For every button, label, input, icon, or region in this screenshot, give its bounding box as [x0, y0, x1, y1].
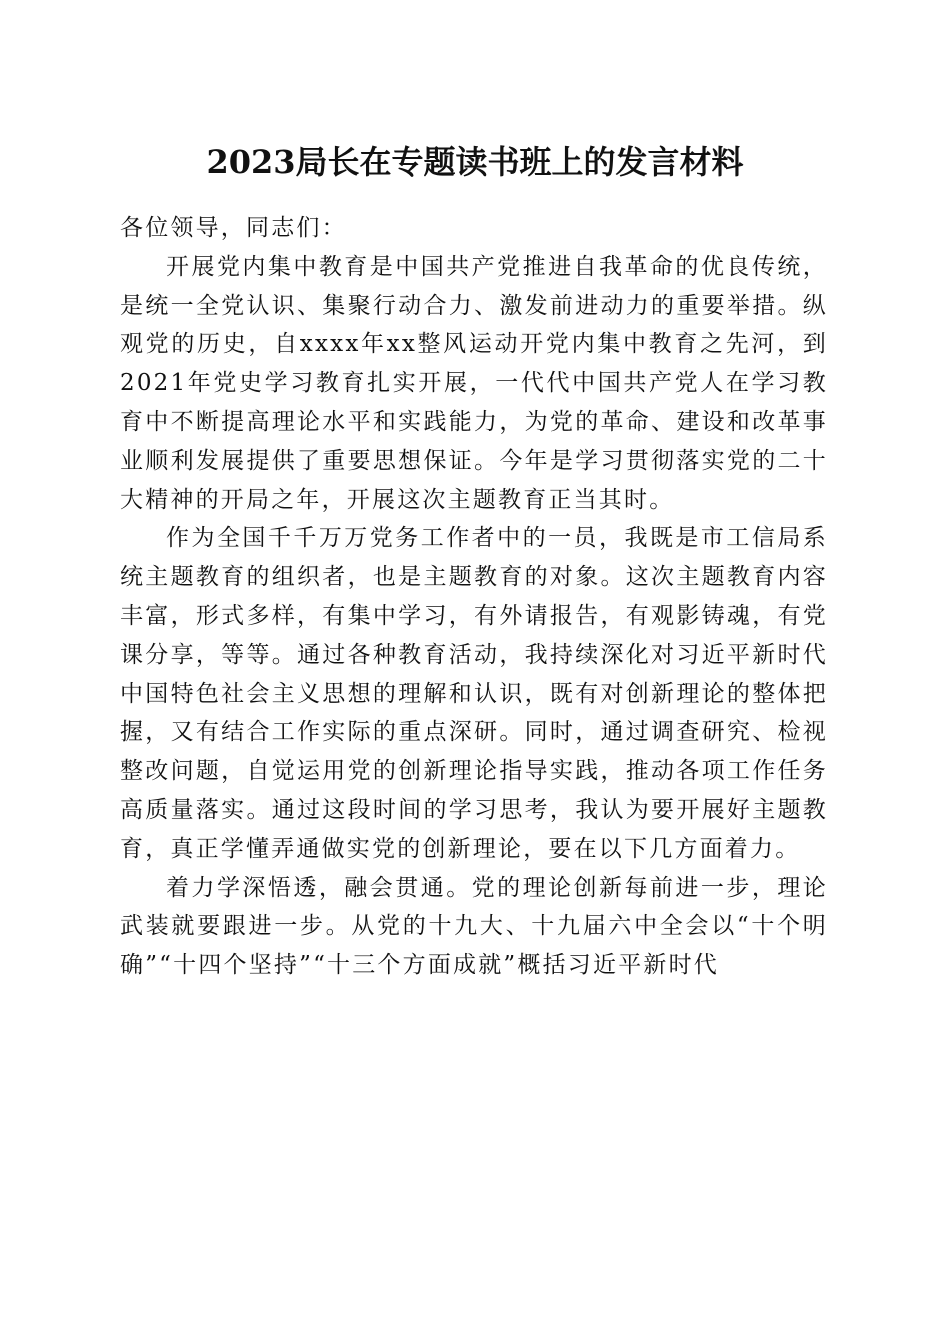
- document-title: 2023局长在专题读书班上的发言材料: [206, 143, 744, 181]
- paragraph-role: 作为全国千千万万党务工作者中的一员，我既是市工信局系统主题教育的组织者，也是主题教育的对象。这次主题教育内容丰富，形式多样，有集中学习，有外请报告，有观影铸魂，有党课分享，等等。通过各种教育活动，我持续深化对习近平新时代中国特色社会主义思想的理解和认识，既有对创新理论的整体把握，又有结合工作实际的重点深研。同时，通过调查研究、检视整改问题，自觉运用党的创新理论指导实践，推动各项工作任务高质量落实。通过这段时间的学习思考，我认为要开展好主题教育，真正学懂弄通做实党的创新理论，要在以下几方面着力。: [120, 525, 828, 862]
- salutation: 各位领导，同志们：: [120, 215, 347, 241]
- paragraph-intro: 开展党内集中教育是中国共产党推进自我革命的优良传统，是统一全党认识、集聚行动合力、激发前进动力的重要举措。纵观党的历史，自xxxx年xx整风运动开党内集中教育之先河，到2021年党史学习教育扎实开展，一代代中国共产党人在学习教育中不断提高理论水平和实践能力，为党的革命、建设和改革事业顺利发展提供了重要思想保证。今年是学习贯彻落实党的二十大精神的开局之年，开展这次主题教育正当其时。: [120, 253, 828, 513]
- paragraph-study: 着力学深悟透，融会贯通。党的理论创新每前进一步，理论武装就要跟进一步。从党的十九大、十九届六中全会以“十个明确”“十四个坚持”“十三个方面成就”概括习近平新时代: [120, 874, 828, 979]
- document-body: [120, 209, 828, 985]
